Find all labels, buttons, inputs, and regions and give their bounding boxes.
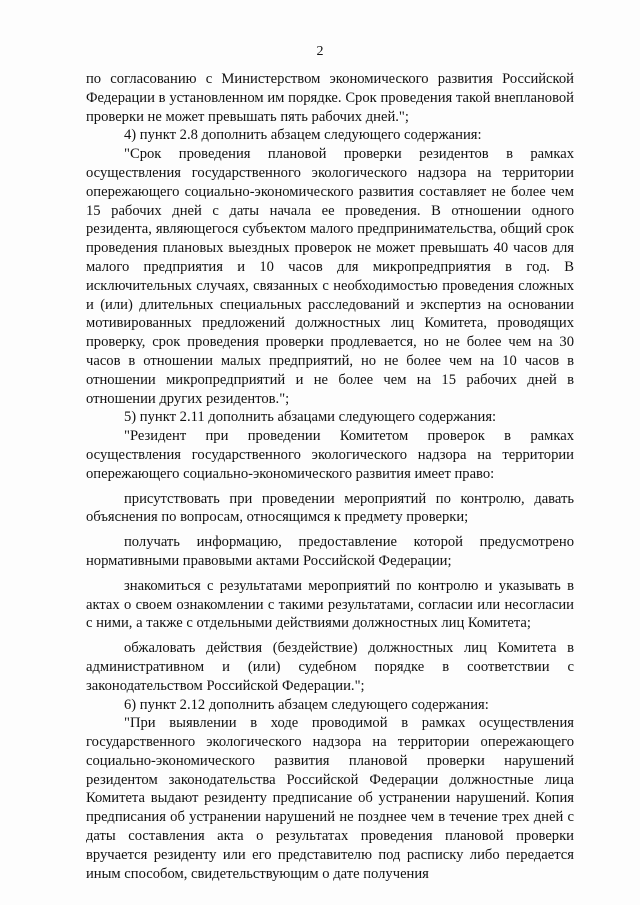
paragraph-continuation: по согласованию с Министерством экономического развития Российской Федерации в установленном им порядке. Срок проведения такой внеплановой проверки не может превышать пять рабочих дней."; (86, 71, 574, 125)
right-item-appeal: обжаловать действия (бездействие) должностных лиц Комитета в административном и (или) судебном порядке в соответствии с законодательством Российской Федерации."; (86, 640, 574, 694)
right-item-attend: присутствовать при проведении мероприятий по контролю, давать объяснения по вопросам, относящимся к предмету проверки; (86, 490, 574, 526)
right-item-information: получать информацию, предоставление которой предусмотрено нормативными правовыми актами Российской Федерации; (86, 534, 574, 569)
document-body (86, 70, 574, 883)
amendment-item-6: 6) пункт 2.12 дополнить абзацем следующего содержания: (124, 696, 489, 713)
page-number: 2 (316, 44, 324, 59)
paragraph-violations: "При выявлении в ходе проводимой в рамках осуществления государственного экологического надзора на территории опережающего социально-экономического развития плановой проверки нарушений резидентом законодательства Российской Федерации должностные лица Комитета выдают резиденту предписание об устранении нарушений. Копия предписания об устранении нарушений не позднее чем в течение трех дней с даты составления акта о результатах проведения плановой проверки вручается резиденту или его представителю под расписку либо передается иным способом, свидетельствующим о дате получения (86, 715, 574, 882)
amendment-item-4: 4) пункт 2.8 дополнить абзацем следующего содержания: (124, 127, 482, 144)
paragraph-resident-rights: "Резидент при проведении Комитетом проверок в рамках осуществления государственного экологического надзора на территории опережающего социально-экономического развития имеет право: (86, 428, 574, 482)
paragraph-inspection-duration: "Срок проведения плановой проверки резидентов в рамках осуществления государственного экологического надзора на территории опережающего социально-экономического развития составляет не более чем 15 рабочих дней с даты начала ее проведения. В отношении одного резидента, являющегося субъектом малого предпринимательства, общий срок проведения плановых выездных проверок не может превышать 40 часов для малого предприятия и 10 часов для микропредприятия в год. В исключительных случаях, связанных с необходимостью проведения сложных и (или) длительных специальных расследований и экспертиз на основании мотивированных предложений должностных лиц Комитета, проводящих проверку, срок проведения проверки продлевается, но не более чем на 30 часов в отношении малых предприятий, но не более чем на 10 часов в отношении микропредприятий и не более чем на 15 рабочих дней в отношении других резидентов."; (86, 146, 574, 407)
right-item-results: знакомиться с результатами мероприятий по контролю и указывать в актах о своем ознакомлении с такими результатами, согласии или несогласии с ними, а также с отдельными действиями должностных лиц Комитета; (86, 577, 574, 632)
amendment-item-5: 5) пункт 2.11 дополнить абзацами следующего содержания: (124, 409, 497, 426)
